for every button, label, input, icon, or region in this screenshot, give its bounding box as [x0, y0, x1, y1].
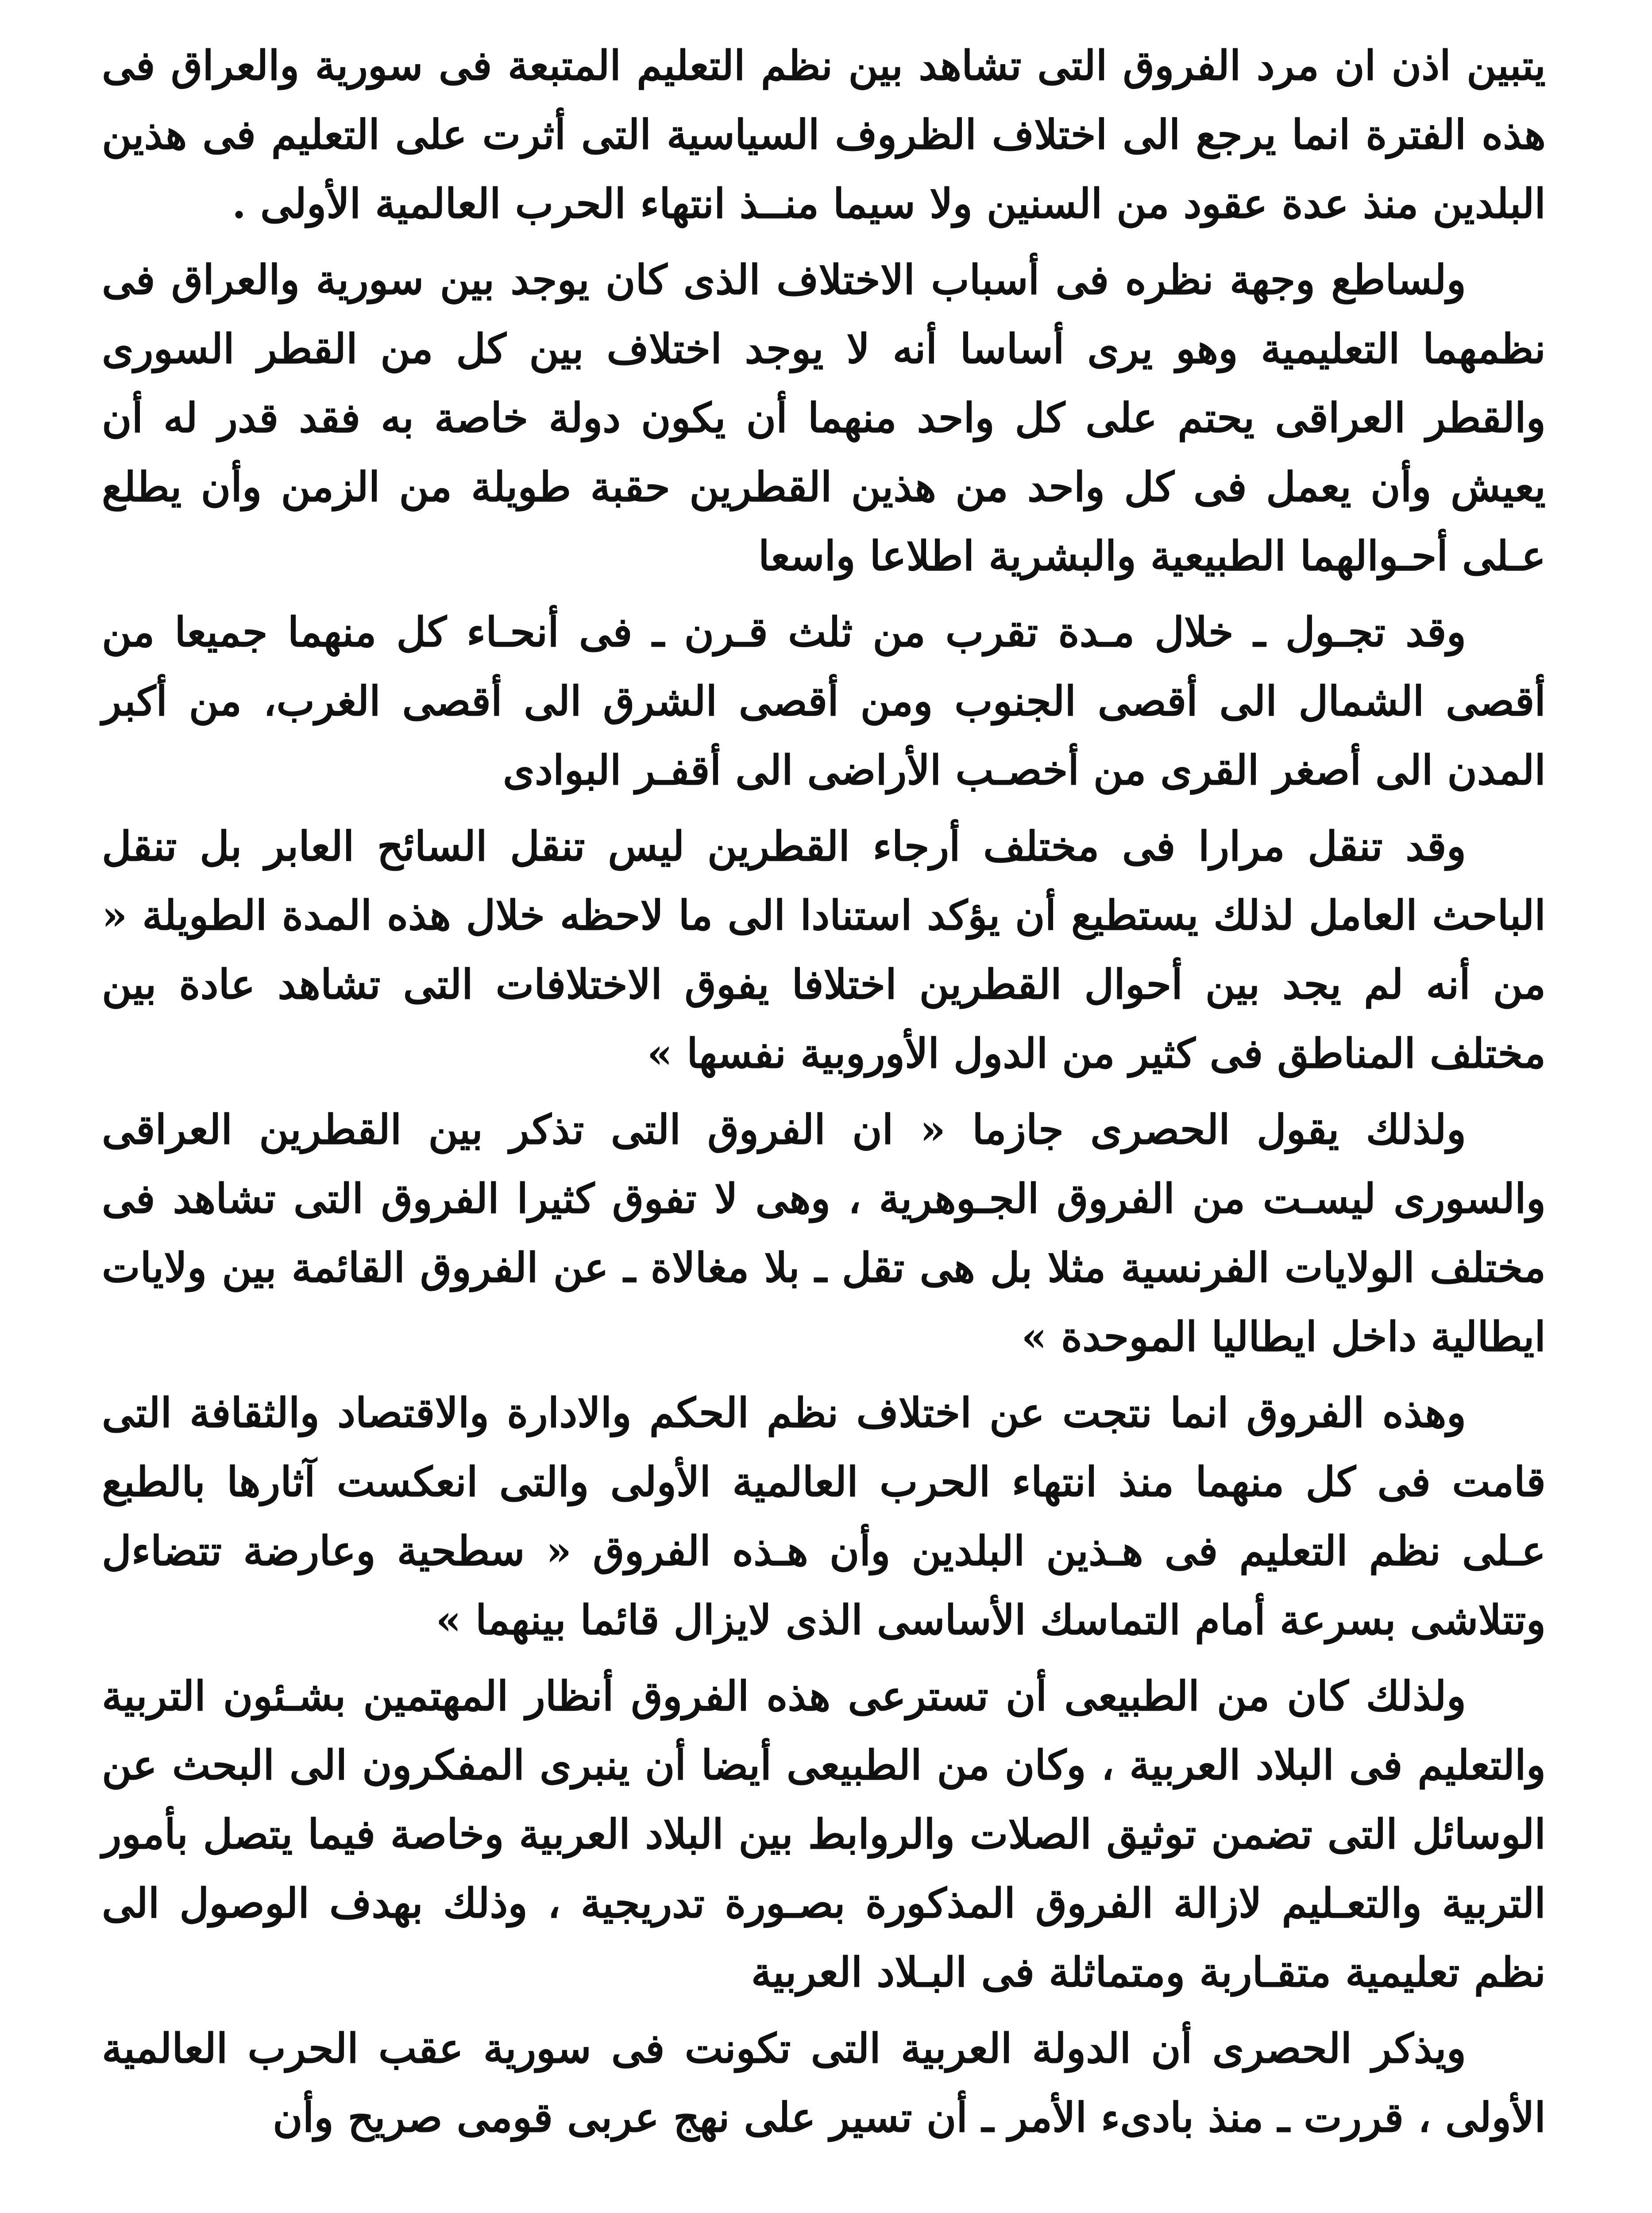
paragraph-4: وقد تنقل مرارا فى مختلف أرجاء القطرين ليس تنقل السائح العابر بل تنقل الباحث العامل لذلك يستطيع أن يؤكد استنادا الى ما لاحظه خلال هذه المدة الطويلة « من أنه لم يجد بين أحوال القطرين اختلافا يفوق الاختلافات التى تشاهد عادة بين مختلف المناطق فى كثير من الدول الأوروبية نفسها »	[102, 822, 1546, 1077]
paragraph-6: وهذه الفروق انما نتجت عن اختلاف نظم الحكم والادارة والاقتصاد والثقافة التى قامت فى كل منهما منذ انتهاء الحرب العالمية الأولى والتى انعكست آثارها بالطبع عـلى نظم التعليم فى هـذين البلدين وأن هـذه الفروق « سطحية وعارضة تتضاءل وتتلاشى بسرعة أمام التماسك الأساسى الذى لايزال قائما بينهما »	[102, 1389, 1546, 1644]
paragraph-1: يتبين اذن ان مرد الفروق التى تشاهد بين نظم التعليم المتبعة فى سورية والعراق فى هذه الفترة انما يرجع الى اختلاف الظروف السياسية التى أثرت على التعليم فى هذين البلدين منذ عدة عقود من السنين ولا سيما منــذ انتهاء الحرب العالمية الأولى .	[102, 42, 1546, 227]
paragraph-2: ولساطع وجهة نظره فى أسباب الاختلاف الذى كان يوجد بين سورية والعراق فى نظمهما التعليمية وهو يرى أساسا أنه لا يوجد اختلاف بين كل من القطر السورى والقطر العراقى يحتم على كل واحد منهما أن يكون دولة خاصة به فقد قدر له أن يعيش وأن يعمل فى كل واحد من هذين القطرين حقبة طويلة من الزمن وأن يطلع عـلى أحـوالهما الطبيعية والبشرية اطلاعا واسعا	[102, 256, 1546, 580]
page-body-text	[102, 31, 1546, 2159]
paragraph-3: وقد تجـول ـ خلال مـدة تقرب من ثلث قـرن ـ فى أنحـاء كل منهما جميعا من أقصى الشمال الى أقصى الجنوب ومن أقصى الشرق الى أقصى الغرب، من أكبر المدن الى أصغر القرى من أخصـب الأراضى الى أقفـر البوادى	[102, 608, 1546, 794]
paragraph-8: ويذكر الحصرى أن الدولة العربية التى تكونت فى سورية عقب الحرب العالمية الأولى ، قررت ـ منذ بادىء الأمر ـ أن تسير على نهج عربى قومى صريح وأن	[102, 2024, 1546, 2141]
paragraph-5: ولذلك يقول الحصرى جازما « ان الفروق التى تذكر بين القطرين العراقى والسورى ليسـت من الفروق الجـوهرية ، وهى لا تفوق كثيرا الفروق التى تشاهد فى مختلف الولايات الفرنسية مثلا بل هى تقل ـ بلا مغالاة ـ عن الفروق القائمة بين ولايات ايطالية داخل ايطاليا الموحدة »	[102, 1106, 1546, 1361]
paragraph-7: ولذلك كان من الطبيعى أن تسترعى هذه الفروق أنظار المهتمين بشـئون التربية والتعليم فى البلاد العربية ، وكان من الطبيعى أيضا أن ينبرى المفكرون الى البحث عن الوسائل التى تضمن توثيق الصلات والروابط بين البلاد العربية وخاصة فيما يتصل بأمور التربية والتعـليم لازالة الفروق المذكورة بصـورة تدريجية ، وذلك بهدف الوصول الى نظم تعليمية متقـاربة ومتماثلة فى البـلاد العربية	[102, 1672, 1546, 1996]
